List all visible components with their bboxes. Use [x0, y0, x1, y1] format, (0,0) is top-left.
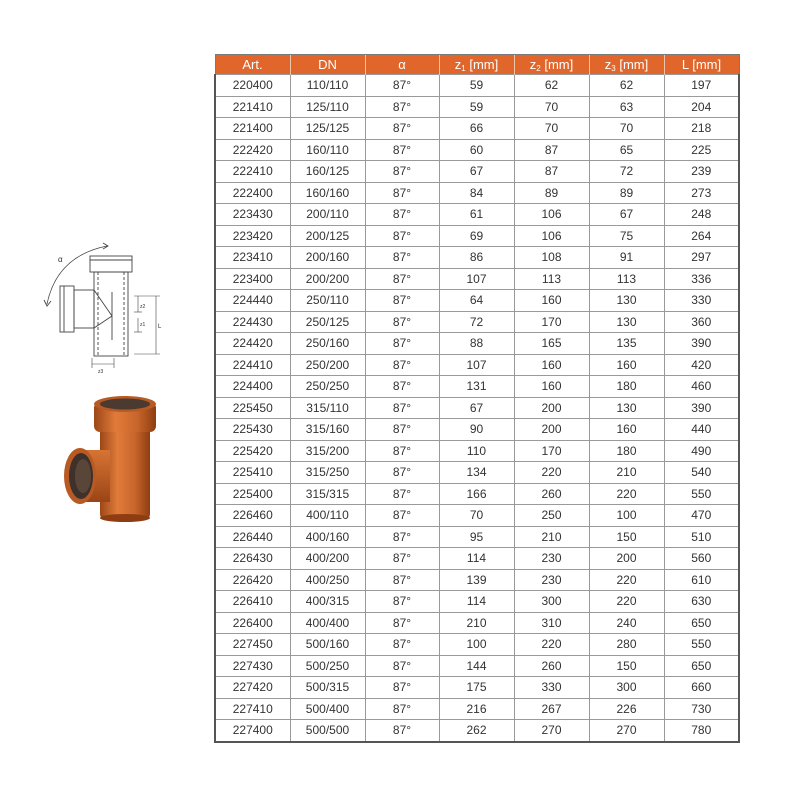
cell-art: 224410 — [215, 354, 290, 376]
cell-alpha: 87° — [365, 311, 439, 333]
cell-alpha: 87° — [365, 204, 439, 226]
table-row — [215, 139, 739, 161]
cell-z3: 113 — [589, 268, 664, 290]
cell-alpha: 87° — [365, 483, 439, 505]
cell-alpha: 87° — [365, 548, 439, 570]
cell-z2: 106 — [514, 204, 589, 226]
cell-z3: 72 — [589, 161, 664, 183]
header-art — [215, 55, 290, 75]
cell-dn: 200/200 — [290, 268, 365, 290]
cell-art: 226410 — [215, 591, 290, 613]
cell-dn: 250/250 — [290, 376, 365, 398]
table-row — [215, 204, 739, 226]
cell-length: 360 — [664, 311, 739, 333]
cell-length: 248 — [664, 204, 739, 226]
cell-z1: 107 — [439, 354, 514, 376]
cell-art: 227430 — [215, 655, 290, 677]
cell-alpha: 87° — [365, 397, 439, 419]
table-row — [215, 569, 739, 591]
header-unit: [mm] — [465, 56, 499, 72]
cell-length: 470 — [664, 505, 739, 527]
table-body — [215, 75, 739, 742]
table-row — [215, 505, 739, 527]
table-row — [215, 161, 739, 183]
cell-dn: 250/200 — [290, 354, 365, 376]
cell-z3: 130 — [589, 311, 664, 333]
header-z3 — [589, 55, 664, 75]
cell-length: 390 — [664, 333, 739, 355]
cell-length: 550 — [664, 483, 739, 505]
cell-art: 224420 — [215, 333, 290, 355]
cell-length: 420 — [664, 354, 739, 376]
cell-length: 610 — [664, 569, 739, 591]
cell-z3: 70 — [589, 118, 664, 140]
cell-z3: 67 — [589, 204, 664, 226]
cell-alpha: 87° — [365, 634, 439, 656]
cell-z1: 86 — [439, 247, 514, 269]
table-row — [215, 677, 739, 699]
cell-dn: 160/110 — [290, 139, 365, 161]
cell-z1: 107 — [439, 268, 514, 290]
cell-length: 550 — [664, 634, 739, 656]
cell-z1: 114 — [439, 548, 514, 570]
header-main: L [mm] — [681, 57, 722, 72]
cell-dn: 200/125 — [290, 225, 365, 247]
cell-art: 227400 — [215, 720, 290, 742]
cell-z3: 180 — [589, 440, 664, 462]
cell-z3: 220 — [589, 569, 664, 591]
cell-dn: 110/110 — [290, 75, 365, 97]
cell-z2: 87 — [514, 139, 589, 161]
cell-length: 390 — [664, 397, 739, 419]
cell-z3: 150 — [589, 526, 664, 548]
cell-z1: 67 — [439, 397, 514, 419]
cell-dn: 400/315 — [290, 591, 365, 613]
cell-z2: 220 — [514, 634, 589, 656]
cell-z3: 220 — [589, 483, 664, 505]
cell-dn: 125/110 — [290, 96, 365, 118]
table-row — [215, 526, 739, 548]
cell-z3: 150 — [589, 655, 664, 677]
cell-alpha: 87° — [365, 591, 439, 613]
table-row — [215, 311, 739, 333]
cell-z2: 170 — [514, 440, 589, 462]
cell-alpha: 87° — [365, 569, 439, 591]
cell-art: 223430 — [215, 204, 290, 226]
cell-length: 780 — [664, 720, 739, 742]
cell-art: 226430 — [215, 548, 290, 570]
cell-z1: 166 — [439, 483, 514, 505]
cell-art: 224440 — [215, 290, 290, 312]
cell-z1: 72 — [439, 311, 514, 333]
cell-z3: 62 — [589, 75, 664, 97]
cell-dn: 160/160 — [290, 182, 365, 204]
header-dn — [290, 55, 365, 75]
tee-fitting-drawing — [32, 236, 172, 376]
cell-z2: 87 — [514, 161, 589, 183]
cell-alpha: 87° — [365, 612, 439, 634]
cell-alpha: 87° — [365, 698, 439, 720]
cell-art: 221400 — [215, 118, 290, 140]
cell-z2: 113 — [514, 268, 589, 290]
header-main: z — [529, 56, 537, 72]
cell-length: 540 — [664, 462, 739, 484]
table-row — [215, 376, 739, 398]
cell-z1: 210 — [439, 612, 514, 634]
cell-alpha: 87° — [365, 139, 439, 161]
cell-z3: 270 — [589, 720, 664, 742]
table-row — [215, 182, 739, 204]
cell-length: 650 — [664, 612, 739, 634]
cell-z3: 220 — [589, 591, 664, 613]
cell-length: 490 — [664, 440, 739, 462]
cell-z1: 134 — [439, 462, 514, 484]
cell-dn: 200/160 — [290, 247, 365, 269]
cell-dn: 500/315 — [290, 677, 365, 699]
cell-length: 273 — [664, 182, 739, 204]
table-row — [215, 354, 739, 376]
cell-z1: 175 — [439, 677, 514, 699]
cell-z2: 270 — [514, 720, 589, 742]
header-subscript: 2 — [536, 63, 541, 73]
cell-alpha: 87° — [365, 505, 439, 527]
cell-art: 223420 — [215, 225, 290, 247]
cell-z3: 280 — [589, 634, 664, 656]
cell-dn: 400/250 — [290, 569, 365, 591]
header-unit: [mm] — [615, 56, 649, 72]
table-row — [215, 612, 739, 634]
cell-alpha: 87° — [365, 96, 439, 118]
table-row — [215, 290, 739, 312]
cell-alpha: 87° — [365, 247, 439, 269]
cell-length: 239 — [664, 161, 739, 183]
cell-art: 221410 — [215, 96, 290, 118]
cell-length: 264 — [664, 225, 739, 247]
header-main: Art. — [242, 57, 263, 72]
cell-alpha: 87° — [365, 75, 439, 97]
cell-length: 510 — [664, 526, 739, 548]
cell-length: 650 — [664, 655, 739, 677]
cell-z2: 160 — [514, 354, 589, 376]
cell-art: 224400 — [215, 376, 290, 398]
cell-dn: 400/400 — [290, 612, 365, 634]
cell-z1: 95 — [439, 526, 514, 548]
cell-z3: 91 — [589, 247, 664, 269]
cell-z1: 131 — [439, 376, 514, 398]
cell-length: 218 — [664, 118, 739, 140]
cell-z2: 230 — [514, 569, 589, 591]
table-row — [215, 419, 739, 441]
z2-label: z2 — [140, 304, 146, 310]
cell-dn: 400/200 — [290, 548, 365, 570]
cell-z2: 170 — [514, 311, 589, 333]
cell-z2: 165 — [514, 333, 589, 355]
cell-z1: 216 — [439, 698, 514, 720]
cell-z2: 70 — [514, 96, 589, 118]
cell-z1: 139 — [439, 569, 514, 591]
table-row — [215, 591, 739, 613]
header-main: z — [454, 56, 462, 72]
header-main: DN — [318, 57, 337, 72]
cell-z2: 250 — [514, 505, 589, 527]
cell-z1: 88 — [439, 333, 514, 355]
header-main: z — [604, 56, 612, 72]
table-row — [215, 440, 739, 462]
cell-z3: 210 — [589, 462, 664, 484]
cell-length: 197 — [664, 75, 739, 97]
cell-dn: 500/400 — [290, 698, 365, 720]
table-row — [215, 698, 739, 720]
z1-label: z1 — [140, 322, 146, 328]
table-row — [215, 333, 739, 355]
cell-alpha: 87° — [365, 225, 439, 247]
cell-z1: 60 — [439, 139, 514, 161]
cell-z1: 64 — [439, 290, 514, 312]
table-row — [215, 96, 739, 118]
cell-alpha: 87° — [365, 720, 439, 742]
z3-label: z3 — [98, 369, 104, 375]
cell-alpha: 87° — [365, 182, 439, 204]
cell-art: 225450 — [215, 397, 290, 419]
table-row — [215, 247, 739, 269]
cell-art: 226440 — [215, 526, 290, 548]
cell-alpha: 87° — [365, 354, 439, 376]
cell-art: 224430 — [215, 311, 290, 333]
cell-z2: 260 — [514, 483, 589, 505]
cell-z2: 330 — [514, 677, 589, 699]
cell-z2: 160 — [514, 290, 589, 312]
cell-length: 225 — [664, 139, 739, 161]
cell-alpha: 87° — [365, 440, 439, 462]
cell-dn: 400/110 — [290, 505, 365, 527]
cell-z2: 89 — [514, 182, 589, 204]
cell-z2: 260 — [514, 655, 589, 677]
cell-z1: 69 — [439, 225, 514, 247]
cell-z2: 160 — [514, 376, 589, 398]
cell-z2: 106 — [514, 225, 589, 247]
cell-z2: 210 — [514, 526, 589, 548]
cell-z1: 84 — [439, 182, 514, 204]
cell-length: 440 — [664, 419, 739, 441]
table-row — [215, 75, 739, 97]
cell-dn: 250/110 — [290, 290, 365, 312]
cell-alpha: 87° — [365, 419, 439, 441]
header-z2 — [514, 55, 589, 75]
header-z1 — [439, 55, 514, 75]
cell-z3: 65 — [589, 139, 664, 161]
cell-z1: 67 — [439, 161, 514, 183]
cell-z1: 144 — [439, 655, 514, 677]
cell-alpha: 87° — [365, 677, 439, 699]
cell-z3: 160 — [589, 354, 664, 376]
cell-alpha: 87° — [365, 526, 439, 548]
cell-dn: 500/250 — [290, 655, 365, 677]
header-length — [664, 55, 739, 75]
cell-z3: 130 — [589, 397, 664, 419]
header-subscript: 1 — [461, 63, 466, 73]
cell-alpha: 87° — [365, 118, 439, 140]
cell-z2: 310 — [514, 612, 589, 634]
cell-z2: 200 — [514, 419, 589, 441]
cell-art: 225400 — [215, 483, 290, 505]
cell-length: 460 — [664, 376, 739, 398]
cell-alpha: 87° — [365, 655, 439, 677]
cell-z3: 130 — [589, 290, 664, 312]
spec-table — [214, 54, 740, 743]
table-row — [215, 462, 739, 484]
cell-dn: 500/500 — [290, 720, 365, 742]
table-row — [215, 483, 739, 505]
table-row — [215, 118, 739, 140]
header-unit: [mm] — [540, 56, 574, 72]
cell-z1: 70 — [439, 505, 514, 527]
cell-z3: 63 — [589, 96, 664, 118]
table-row — [215, 225, 739, 247]
cell-art: 226460 — [215, 505, 290, 527]
cell-length: 730 — [664, 698, 739, 720]
cell-z3: 240 — [589, 612, 664, 634]
cell-alpha: 87° — [365, 161, 439, 183]
cell-art: 227420 — [215, 677, 290, 699]
cell-z3: 135 — [589, 333, 664, 355]
cell-z1: 66 — [439, 118, 514, 140]
cell-z1: 90 — [439, 419, 514, 441]
cell-z1: 110 — [439, 440, 514, 462]
cell-art: 226420 — [215, 569, 290, 591]
cell-z2: 300 — [514, 591, 589, 613]
cell-z3: 75 — [589, 225, 664, 247]
cell-length: 330 — [664, 290, 739, 312]
header-alpha — [365, 55, 439, 75]
header-subscript: 3 — [611, 63, 616, 73]
cell-dn: 500/160 — [290, 634, 365, 656]
table-row — [215, 548, 739, 570]
header-main: α — [398, 57, 406, 72]
cell-z2: 230 — [514, 548, 589, 570]
cell-z3: 200 — [589, 548, 664, 570]
cell-art: 223410 — [215, 247, 290, 269]
angle-label: α — [58, 255, 63, 264]
cell-alpha: 87° — [365, 462, 439, 484]
cell-art: 222420 — [215, 139, 290, 161]
cell-art: 225410 — [215, 462, 290, 484]
cell-z3: 100 — [589, 505, 664, 527]
cell-length: 560 — [664, 548, 739, 570]
cell-dn: 315/200 — [290, 440, 365, 462]
cell-z3: 300 — [589, 677, 664, 699]
cell-z2: 220 — [514, 462, 589, 484]
cell-dn: 400/160 — [290, 526, 365, 548]
cell-dn: 250/125 — [290, 311, 365, 333]
cell-alpha: 87° — [365, 333, 439, 355]
cell-length: 204 — [664, 96, 739, 118]
cell-z1: 61 — [439, 204, 514, 226]
cell-z3: 160 — [589, 419, 664, 441]
table-row — [215, 634, 739, 656]
cell-z1: 262 — [439, 720, 514, 742]
cell-art: 223400 — [215, 268, 290, 290]
length-label: L — [158, 324, 162, 330]
cell-alpha: 87° — [365, 290, 439, 312]
cell-art: 225420 — [215, 440, 290, 462]
tee-fitting-photo — [60, 392, 166, 524]
cell-length: 336 — [664, 268, 739, 290]
cell-z2: 267 — [514, 698, 589, 720]
cell-z1: 100 — [439, 634, 514, 656]
cell-z3: 180 — [589, 376, 664, 398]
table-row — [215, 268, 739, 290]
cell-z3: 89 — [589, 182, 664, 204]
cell-art: 227410 — [215, 698, 290, 720]
cell-z2: 62 — [514, 75, 589, 97]
cell-art: 222400 — [215, 182, 290, 204]
cell-art: 225430 — [215, 419, 290, 441]
cell-dn: 315/250 — [290, 462, 365, 484]
cell-z3: 226 — [589, 698, 664, 720]
cell-art: 226400 — [215, 612, 290, 634]
cell-dn: 125/125 — [290, 118, 365, 140]
cell-z1: 114 — [439, 591, 514, 613]
cell-z1: 59 — [439, 96, 514, 118]
cell-alpha: 87° — [365, 268, 439, 290]
table-row — [215, 397, 739, 419]
cell-z1: 59 — [439, 75, 514, 97]
table-row — [215, 720, 739, 742]
table-row — [215, 655, 739, 677]
cell-art: 220400 — [215, 75, 290, 97]
cell-art: 227450 — [215, 634, 290, 656]
cell-length: 660 — [664, 677, 739, 699]
cell-alpha: 87° — [365, 376, 439, 398]
cell-dn: 315/160 — [290, 419, 365, 441]
cell-dn: 200/110 — [290, 204, 365, 226]
cell-z2: 108 — [514, 247, 589, 269]
cell-art: 222410 — [215, 161, 290, 183]
cell-length: 297 — [664, 247, 739, 269]
cell-dn: 160/125 — [290, 161, 365, 183]
cell-z2: 200 — [514, 397, 589, 419]
cell-dn: 315/110 — [290, 397, 365, 419]
cell-dn: 250/160 — [290, 333, 365, 355]
cell-length: 630 — [664, 591, 739, 613]
cell-dn: 315/315 — [290, 483, 365, 505]
table-header-row — [215, 55, 739, 75]
cell-z2: 70 — [514, 118, 589, 140]
